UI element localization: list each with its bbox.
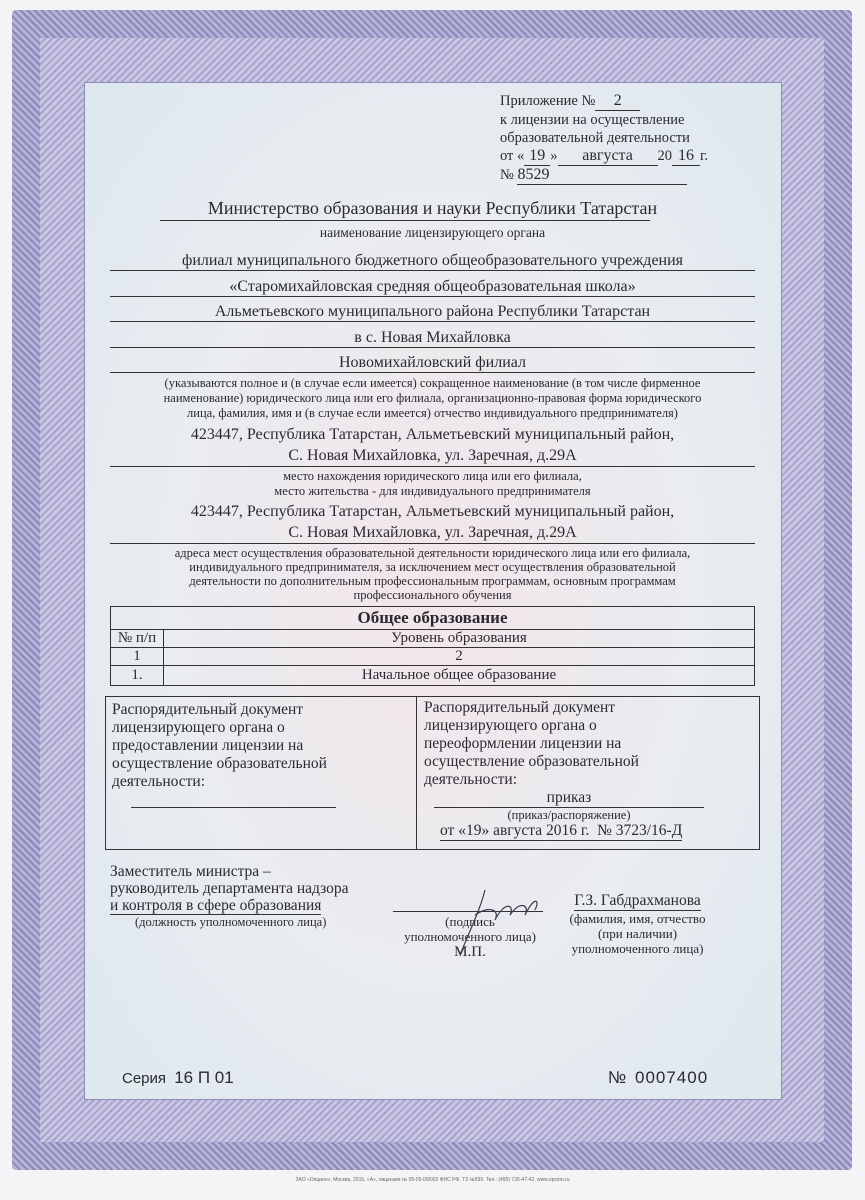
address-line: 423447, Республика Татарстан, Альметьевский муниципальный район, xyxy=(190,503,675,520)
appendix-line1: к лицензии на осуществление xyxy=(500,112,685,128)
authority-caption: наименование лицензирующего органа xyxy=(319,225,546,240)
doc-type-caption: (приказ/распоряжение) xyxy=(507,808,631,822)
doc-text: лицензирующего органа о xyxy=(424,717,597,734)
column-number: 2 xyxy=(164,648,755,666)
number-value: 0007400 xyxy=(634,1068,709,1087)
address-line: С. Новая Михайловка, ул. Заречная, д.29А xyxy=(288,447,577,464)
position-line: руководитель департамента надзора xyxy=(110,880,349,897)
caption-line: индивидуального предпринимателя, за исключением мест осуществления образовательной xyxy=(189,560,676,574)
activity-address xyxy=(110,501,755,543)
caption-line: уполномоченного лица) xyxy=(404,929,536,944)
doc-text: деятельности: xyxy=(424,771,518,788)
doc-text: деятельности: xyxy=(112,773,206,790)
appendix-day: 19 xyxy=(524,147,550,166)
date-mid: » xyxy=(550,148,558,164)
org-line-4: в с. Новая Михайловка xyxy=(354,329,511,346)
rule xyxy=(110,466,755,467)
signer-name: Г.З. Габдрахманова xyxy=(574,892,701,909)
caption-line: лица, фамилия, имя и (в случае если имеется) отчество индивидуального предпринимателя) xyxy=(187,406,678,420)
org-line-1: филиал муниципального бюджетного общеобразовательного учреждения xyxy=(181,252,684,269)
activity-caption xyxy=(100,546,765,602)
header-number: № п/п xyxy=(111,630,164,648)
blank-line xyxy=(131,807,336,808)
appendix-year: 16 xyxy=(672,147,700,166)
position-caption: (должность уполномоченного лица) xyxy=(135,915,327,929)
appendix-month: августа xyxy=(558,147,658,166)
printer-footer: ЗАО «Опцион», Москва, 2015, «А», лицензия № 05-05-09/003 ФНС РФ, ТЗ №599. Тел.: (495) 726-47-42, www.opcion.ru xyxy=(295,1177,570,1183)
doc-text: Распорядительный документ xyxy=(112,701,304,718)
caption-line: место жительства - для индивидуального предпринимателя xyxy=(274,484,591,498)
signer-position xyxy=(110,863,349,929)
year-prefix: 20 xyxy=(657,148,673,164)
doc-text: осуществление образовательной xyxy=(112,755,327,772)
date-prefix: от « xyxy=(500,148,525,164)
row-number: 1. xyxy=(111,666,164,686)
location-caption xyxy=(110,469,755,499)
doc-type: приказ xyxy=(434,789,704,808)
number-label: № xyxy=(608,1068,627,1087)
rule xyxy=(110,543,755,544)
doc-right xyxy=(424,699,754,841)
stamp-label: М.П. xyxy=(454,944,486,960)
location-address xyxy=(110,424,755,466)
year-suffix: г. xyxy=(700,148,708,164)
documents-box xyxy=(105,696,760,850)
org-caption xyxy=(100,376,765,421)
appendix-line2: образовательной деятельности xyxy=(500,130,690,146)
appendix-label: Приложение № xyxy=(500,93,596,109)
license-no-label: № xyxy=(500,167,514,183)
doc-text: переоформлении лицензии на xyxy=(424,735,622,752)
table-row xyxy=(111,666,755,686)
rule xyxy=(110,347,755,348)
doc-text: Распорядительный документ xyxy=(424,699,616,716)
caption-line: (указываются полное и (в случае если имеется) сокращенное наименование (в том числе фирменное xyxy=(164,376,701,390)
position-line: Заместитель министра – xyxy=(110,863,271,880)
column-number: 1 xyxy=(111,648,164,666)
doc-text: лицензирующего органа о xyxy=(112,719,285,736)
authority-underline xyxy=(160,220,650,221)
caption-line: наименование) юридического лица или его филиала, организационно-правовая форма юридического xyxy=(163,391,702,405)
series-value: 16 П 01 xyxy=(174,1068,234,1087)
authority-name: Министерство образования и науки Республики Татарстан xyxy=(207,198,658,218)
table-title: Общее образование xyxy=(111,607,755,630)
series-label: Серия xyxy=(122,1070,167,1087)
org-line-5: Новомихайловский филиал xyxy=(339,354,526,371)
caption-line: деятельности по дополнительным профессиональным программам, основным программам xyxy=(189,574,676,588)
divider xyxy=(416,697,417,849)
caption-line: адреса мест осуществления образовательной деятельности юридического лица или его филиала, xyxy=(174,546,691,560)
org-line-2: «Старомихайловская средняя общеобразовательная школа» xyxy=(229,278,636,295)
signature-caption xyxy=(385,914,555,961)
signer-name-block xyxy=(555,892,720,956)
series xyxy=(122,1068,234,1088)
rule xyxy=(110,296,755,297)
caption-line: профессионального обучения xyxy=(353,588,512,602)
education-table xyxy=(110,606,755,686)
position-line: и контроля в сфере образования xyxy=(110,897,322,914)
doc-text: предоставлении лицензии на xyxy=(112,737,304,754)
rule xyxy=(110,372,755,373)
rule xyxy=(110,321,755,322)
caption-line: (подпись xyxy=(445,914,495,929)
doc-date: от «19» августа 2016 г. № 3723/16-Д xyxy=(440,822,683,839)
blank-number xyxy=(608,1068,708,1088)
row-level: Начальное общее образование xyxy=(164,666,755,686)
caption-line: (при наличии) xyxy=(597,926,678,941)
rule xyxy=(110,270,755,271)
appendix-block xyxy=(500,92,750,185)
address-line: 423447, Республика Татарстан, Альметьевский муниципальный район, xyxy=(190,426,675,443)
header-level: Уровень образования xyxy=(164,630,755,648)
license-number: 8529 xyxy=(517,166,687,185)
doc-text: осуществление образовательной xyxy=(424,753,639,770)
caption-line: место нахождения юридического лица или его филиала, xyxy=(283,469,582,483)
org-line-3: Альметьевского муниципального района Республики Татарстан xyxy=(214,303,651,320)
caption-line: уполномоченного лица) xyxy=(571,941,704,956)
doc-left xyxy=(112,701,327,791)
address-line: С. Новая Михайловка, ул. Заречная, д.29А xyxy=(288,524,577,541)
appendix-number: 2 xyxy=(595,92,640,111)
caption-line: (фамилия, имя, отчество xyxy=(569,911,706,926)
